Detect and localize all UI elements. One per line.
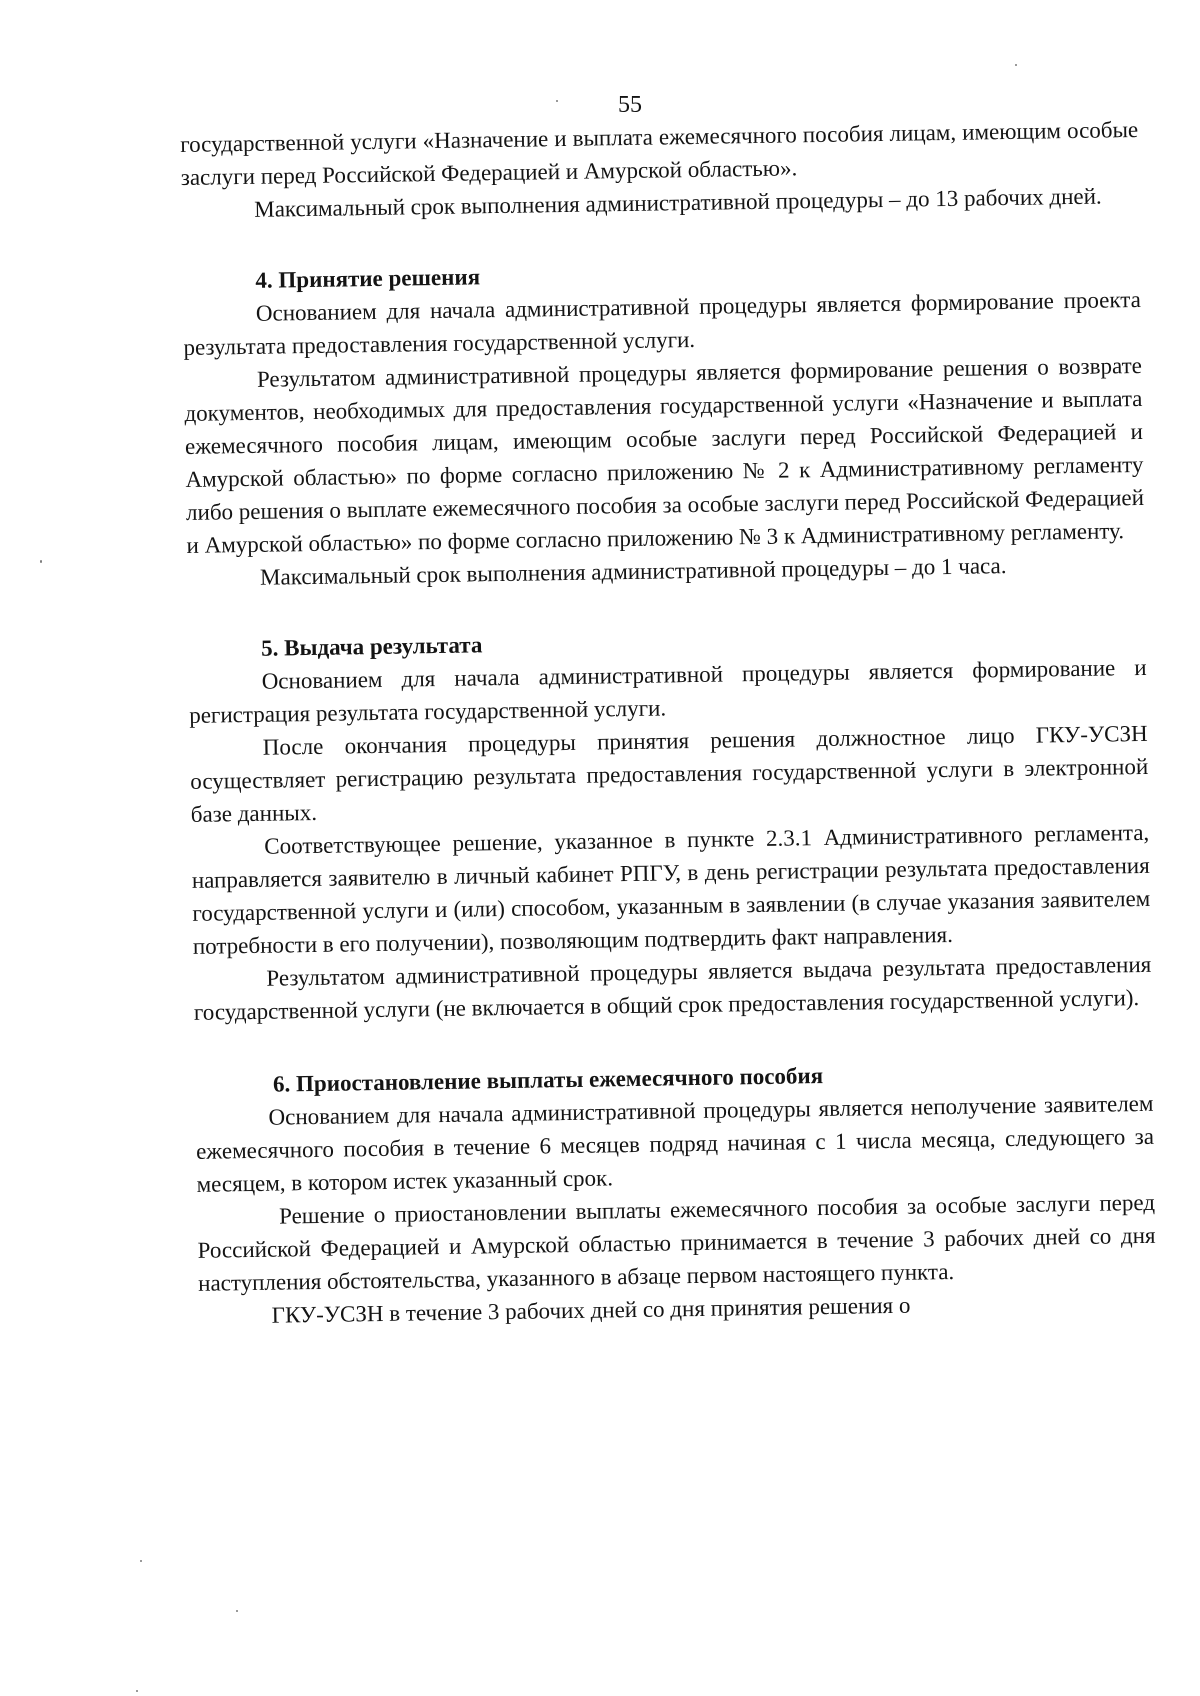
section-4-heading: 4. Принятие решения (255, 264, 481, 293)
section-5-paragraph-2: После окончания процедуры принятия решения должностное лицо ГКУ-УСЗН осуществляет регистрацию результата предоставления государственной услуги в электронной базе данных. (190, 720, 1149, 827)
section-5-paragraph-4: Результатом административной процедуры является выдача результата предоставления государственной услуги (не включается в общий срок предоставления государственной услуги). (193, 951, 1152, 1025)
scan-speck (236, 1610, 238, 1612)
section-6-paragraph-2: Решение о приостановлении выплаты ежемесячного пособия за особые заслуги перед Российской Федерацией и Амурской областью принимается в течение 3 рабочих дней со дня наступления обстоятельства, указанного в абзаце первом настоящего пункта. (197, 1189, 1156, 1296)
section-4-paragraph-3: Максимальный срок выполнения административной процедуры – до 1 часа. (259, 553, 1007, 590)
section-6-paragraph-3: ГКУ-УСЗН в течение 3 рабочих дней со дня принятия решения о (271, 1292, 911, 1328)
section-5-paragraph-1: Основанием для начала административной процедуры является формирование и регистрация результата государственной услуги. (189, 654, 1147, 728)
scan-speck (40, 560, 42, 563)
section-4-paragraph-1: Основанием для начала административной процедуры является формирование проекта результата предоставления государственной услуги. (183, 286, 1142, 360)
scan-speck (140, 1560, 142, 1562)
intro-paragraph-1: государственной услуги «Назначение и выплата ежемесячного пособия лицам, имеющим особые заслуги перед Российской Федерацией и Амурской областью». (180, 116, 1139, 190)
intro-paragraph-2: Максимальный срок выполнения административной процедуры – до 13 рабочих дней. (254, 183, 1102, 222)
section-6-heading: 6. Приостановление выплаты ежемесячного пособия (272, 1063, 824, 1097)
section-4-paragraph-2: Результатом административной процедуры является формирование решения о возврате документов, необходимых для предоставления государственной услуги «Назначение и выплата ежемесячного пособия лицам, имеющим особые заслуги перед Российской Федерацией и Амурской областью» по форме согласно приложению № 2 к Административному регламенту либо решения о выплате ежемесячного пособия за особые заслуги перед Российской Федерацией и Амурской областью» по форме согласно приложению № 3 к Административному регламенту. (184, 352, 1145, 558)
section-5-paragraph-3: Соответствующее решение, указанное в пункте 2.3.1 Административного регламента, направляется заявителю в личный кабинет РПГУ, в день регистрации результата предоставления государственной услуги и (или) способом, указанным в заявлении (в случае указания заявителем потребности в его получении), позволяющим подтвердить факт направления. (191, 819, 1151, 959)
page-number: 55 (618, 92, 642, 118)
scan-speck (1015, 64, 1017, 66)
section-5-heading: 5. Выдача результата (260, 632, 483, 661)
section-6-paragraph-1: Основанием для начала административной процедуры является неполучение заявителем ежемесячного пособия в течение 6 месяцев подряд начиная с 1 числа месяца, следующего за месяцем, в котором истек указанный срок. (195, 1090, 1155, 1197)
scan-speck (556, 100, 558, 102)
document-body (180, 113, 1157, 1333)
scan-speck (136, 1690, 138, 1692)
